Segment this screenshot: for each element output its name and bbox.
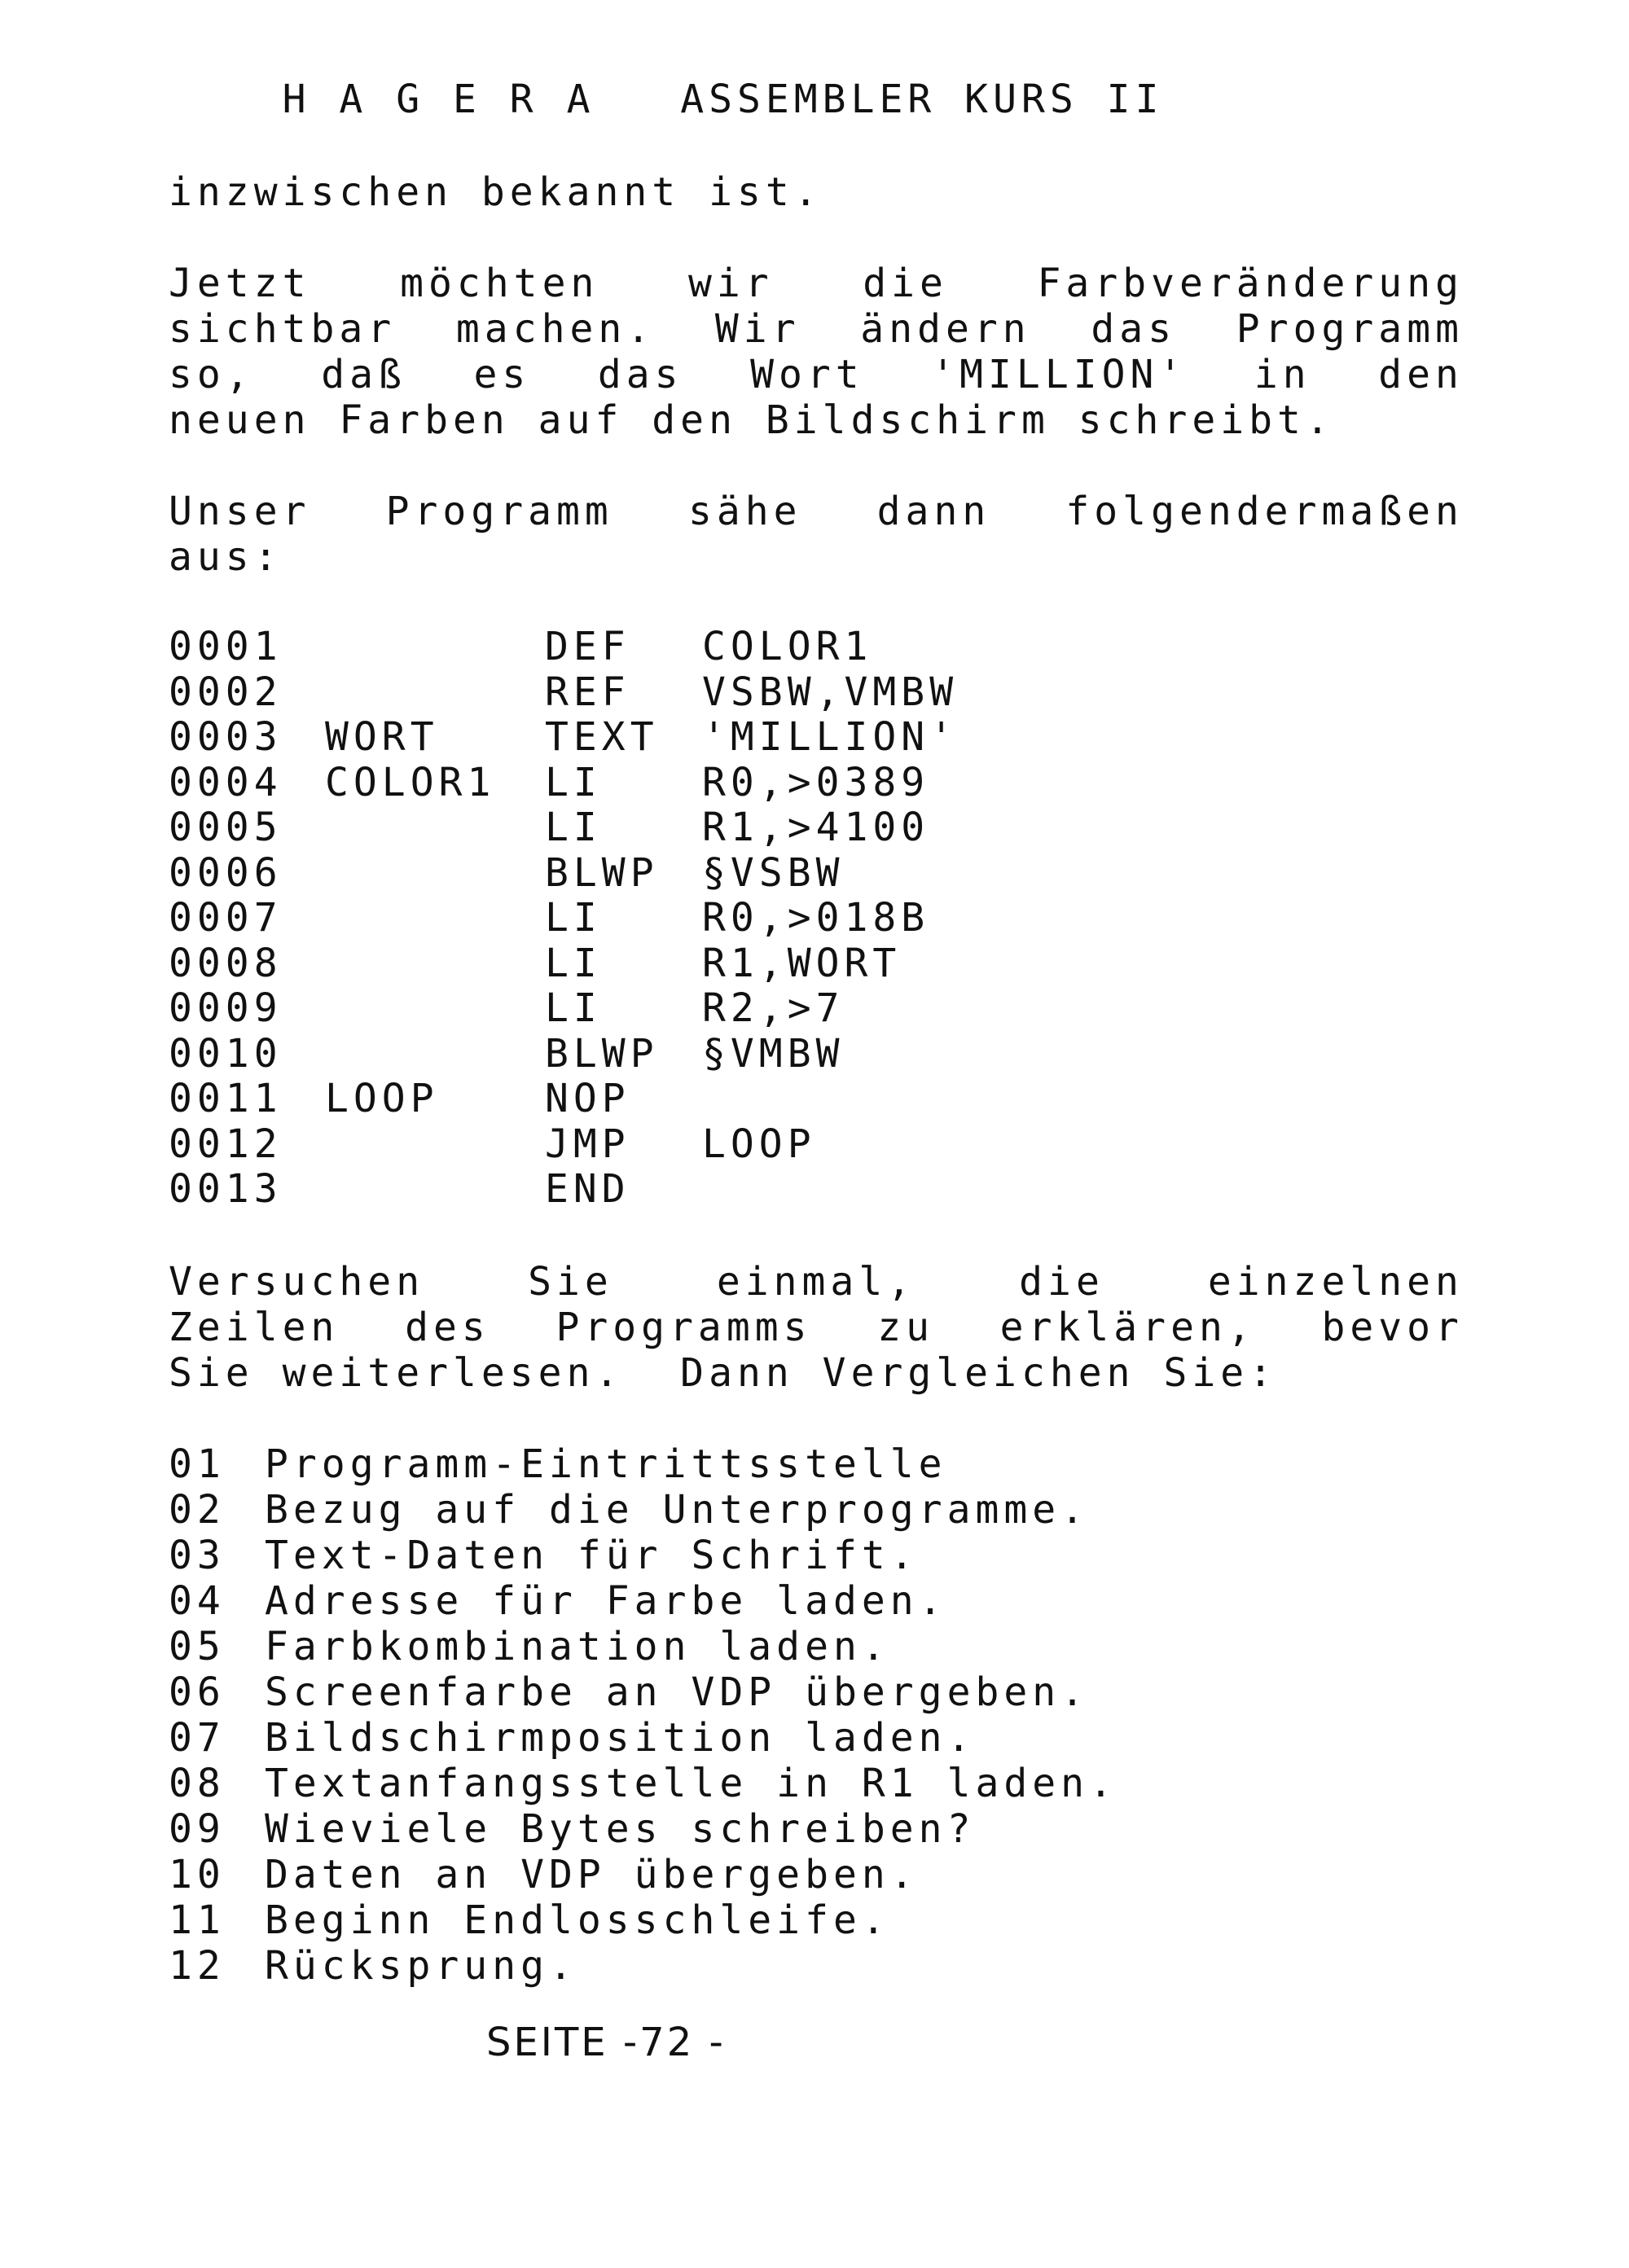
explanation-number: 06 <box>169 1669 226 1715</box>
line-number: 0001 <box>169 624 283 669</box>
code-opcode: JMP <box>545 1121 630 1167</box>
explanation-number: 04 <box>169 1578 226 1624</box>
paragraph-2-word: 'MILLION' <box>931 352 1188 397</box>
code-label: LOOP <box>325 1076 439 1121</box>
code-operand: R2,>7 <box>702 985 845 1031</box>
paragraph-3-word: Unser <box>169 489 311 534</box>
paragraph-2-word: Wir <box>714 306 801 352</box>
paragraph-2-word: den <box>1378 352 1464 397</box>
code-operand: §VMBW <box>702 1030 845 1077</box>
code-operand: COLOR1 <box>702 624 873 669</box>
paragraph-2-word: Farbveränderung <box>1037 261 1464 306</box>
paragraph-2-word: sichtbar <box>169 306 397 352</box>
paragraph-2-word: das <box>1091 306 1177 352</box>
code-operand: §VSBW <box>702 849 845 896</box>
explanation-number: 08 <box>169 1761 226 1806</box>
code-opcode: REF <box>545 669 630 715</box>
line-number: 0006 <box>169 849 283 896</box>
code-operand: R0,>0389 <box>702 759 930 805</box>
explanation-number: 10 <box>169 1852 226 1897</box>
paragraph-2-last-line: neuen Farben auf den Bildschirm schreibt. <box>169 397 1334 443</box>
paragraph-2-word: Wort <box>750 352 864 397</box>
paragraph-4-last-line: Sie weiterlesen. Dann Vergleichen Sie: <box>169 1350 1278 1396</box>
line-number: 0012 <box>169 1121 283 1167</box>
code-opcode: NOP <box>545 1076 630 1121</box>
explanation-text: Farbkombination laden. <box>265 1624 890 1669</box>
page-number-footer: SEITE -72 - <box>486 2020 726 2065</box>
explanation-text: Rücksprung. <box>265 1943 577 1989</box>
line-number: 0007 <box>169 895 283 941</box>
paragraph-3-word: dann <box>876 489 991 534</box>
paragraph-4-word: bevor <box>1321 1305 1464 1350</box>
paragraph-2-word: wir <box>687 261 774 306</box>
explanation-text: Programm-Eintrittsstelle <box>265 1441 947 1487</box>
code-operand: 'MILLION' <box>702 714 959 760</box>
document-page <box>169 0 1472 2268</box>
code-opcode: END <box>545 1166 630 1212</box>
paragraph-3-word: folgendermaßen <box>1065 489 1464 534</box>
paragraph-2-word: Jetzt <box>169 261 311 306</box>
paragraph-4-word: einzelnen <box>1207 1259 1464 1305</box>
code-opcode: LI <box>545 985 602 1031</box>
paragraph-2-line <box>169 306 1464 352</box>
explanation-text: Text-Daten für Schrift. <box>265 1533 919 1578</box>
line-number: 0010 <box>169 1030 283 1077</box>
code-opcode: LI <box>545 940 602 986</box>
paragraph-3-last-line: aus: <box>169 534 283 580</box>
explanation-number: 05 <box>169 1624 226 1669</box>
paragraph-4-line <box>169 1259 1464 1305</box>
code-operand: R1,>4100 <box>702 805 930 850</box>
paragraph-2-line <box>169 261 1464 306</box>
line-number: 0011 <box>169 1076 283 1121</box>
paragraph-4-word: einmal, <box>716 1259 916 1305</box>
explanation-text: Daten an VDP übergeben. <box>265 1852 919 1897</box>
code-operand: R0,>018B <box>702 895 930 941</box>
explanation-text: Bezug auf die Unterprogramme. <box>265 1487 1090 1533</box>
paragraph-4-word: Versuchen <box>169 1259 425 1305</box>
explanation-number: 09 <box>169 1806 226 1852</box>
line-number: 0002 <box>169 669 283 715</box>
line-number: 0013 <box>169 1166 283 1212</box>
code-opcode: LI <box>545 805 602 850</box>
explanation-text: Adresse für Farbe laden. <box>265 1578 947 1624</box>
paragraph-2-word: machen. <box>455 306 656 352</box>
paragraph-2-word: das <box>597 352 683 397</box>
code-label: WORT <box>325 714 439 760</box>
code-operand: LOOP <box>702 1121 816 1167</box>
header-publisher: H A G E R A <box>282 77 595 122</box>
explanation-text: Screenfarbe an VDP übergeben. <box>265 1669 1090 1715</box>
paragraph-2-word: in <box>1254 352 1311 397</box>
paragraph-2-word: möchten <box>400 261 599 306</box>
explanation-number: 01 <box>169 1441 226 1487</box>
paragraph-4-word: Programms <box>555 1305 812 1350</box>
paragraph-2-word: so, <box>169 352 254 397</box>
paragraph-2-line <box>169 352 1464 397</box>
paragraph-2-word: Programm <box>1236 306 1464 352</box>
code-label: COLOR1 <box>325 759 496 805</box>
paragraph-4-word: die <box>1019 1259 1104 1305</box>
code-opcode: BLWP <box>545 849 659 896</box>
line-number: 0004 <box>169 759 283 805</box>
paragraph-4-word: Sie <box>528 1259 613 1305</box>
explanation-number: 07 <box>169 1715 226 1761</box>
code-opcode: LI <box>545 895 602 941</box>
line-number: 0009 <box>169 985 283 1031</box>
explanation-text: Textanfangsstelle in R1 laden. <box>265 1761 1117 1806</box>
paragraph-4-word: des <box>405 1305 490 1350</box>
paragraph-3-word: sähe <box>687 489 802 534</box>
paragraph-3-line <box>169 489 1464 534</box>
explanation-number: 02 <box>169 1487 226 1533</box>
code-opcode: TEXT <box>545 714 659 760</box>
paragraph-2-word: daß <box>321 352 406 397</box>
header-title: ASSEMBLER KURS II <box>680 77 1164 122</box>
explanation-number: 12 <box>169 1943 226 1989</box>
line-number: 0008 <box>169 940 283 986</box>
code-opcode: DEF <box>545 624 630 669</box>
header <box>169 31 1164 122</box>
paragraph-4-line <box>169 1305 1464 1350</box>
explanation-number: 11 <box>169 1897 226 1943</box>
paragraph-2-word: ändern <box>860 306 1031 352</box>
paragraph-2-word: es <box>473 352 531 397</box>
code-operand: VSBW,VMBW <box>702 669 959 715</box>
paragraph-4-word: erklären, <box>999 1305 1256 1350</box>
explanation-text: Beginn Endlosschleife. <box>265 1897 890 1943</box>
paragraph-3-word: Programm <box>385 489 613 534</box>
intro-line: inzwischen bekannt ist. <box>169 169 823 215</box>
paragraph-4-word: zu <box>877 1305 934 1350</box>
line-number: 0003 <box>169 714 283 760</box>
line-number: 0005 <box>169 805 283 850</box>
code-opcode: BLWP <box>545 1030 659 1077</box>
explanation-text: Bildschirmposition laden. <box>265 1715 976 1761</box>
paragraph-4-word: Zeilen <box>169 1305 340 1350</box>
explanation-text: Wieviele Bytes schreiben? <box>265 1806 976 1852</box>
paragraph-2-word: die <box>863 261 948 306</box>
code-opcode: LI <box>545 759 602 805</box>
code-operand: R1,WORT <box>702 940 902 986</box>
explanation-number: 03 <box>169 1533 226 1578</box>
